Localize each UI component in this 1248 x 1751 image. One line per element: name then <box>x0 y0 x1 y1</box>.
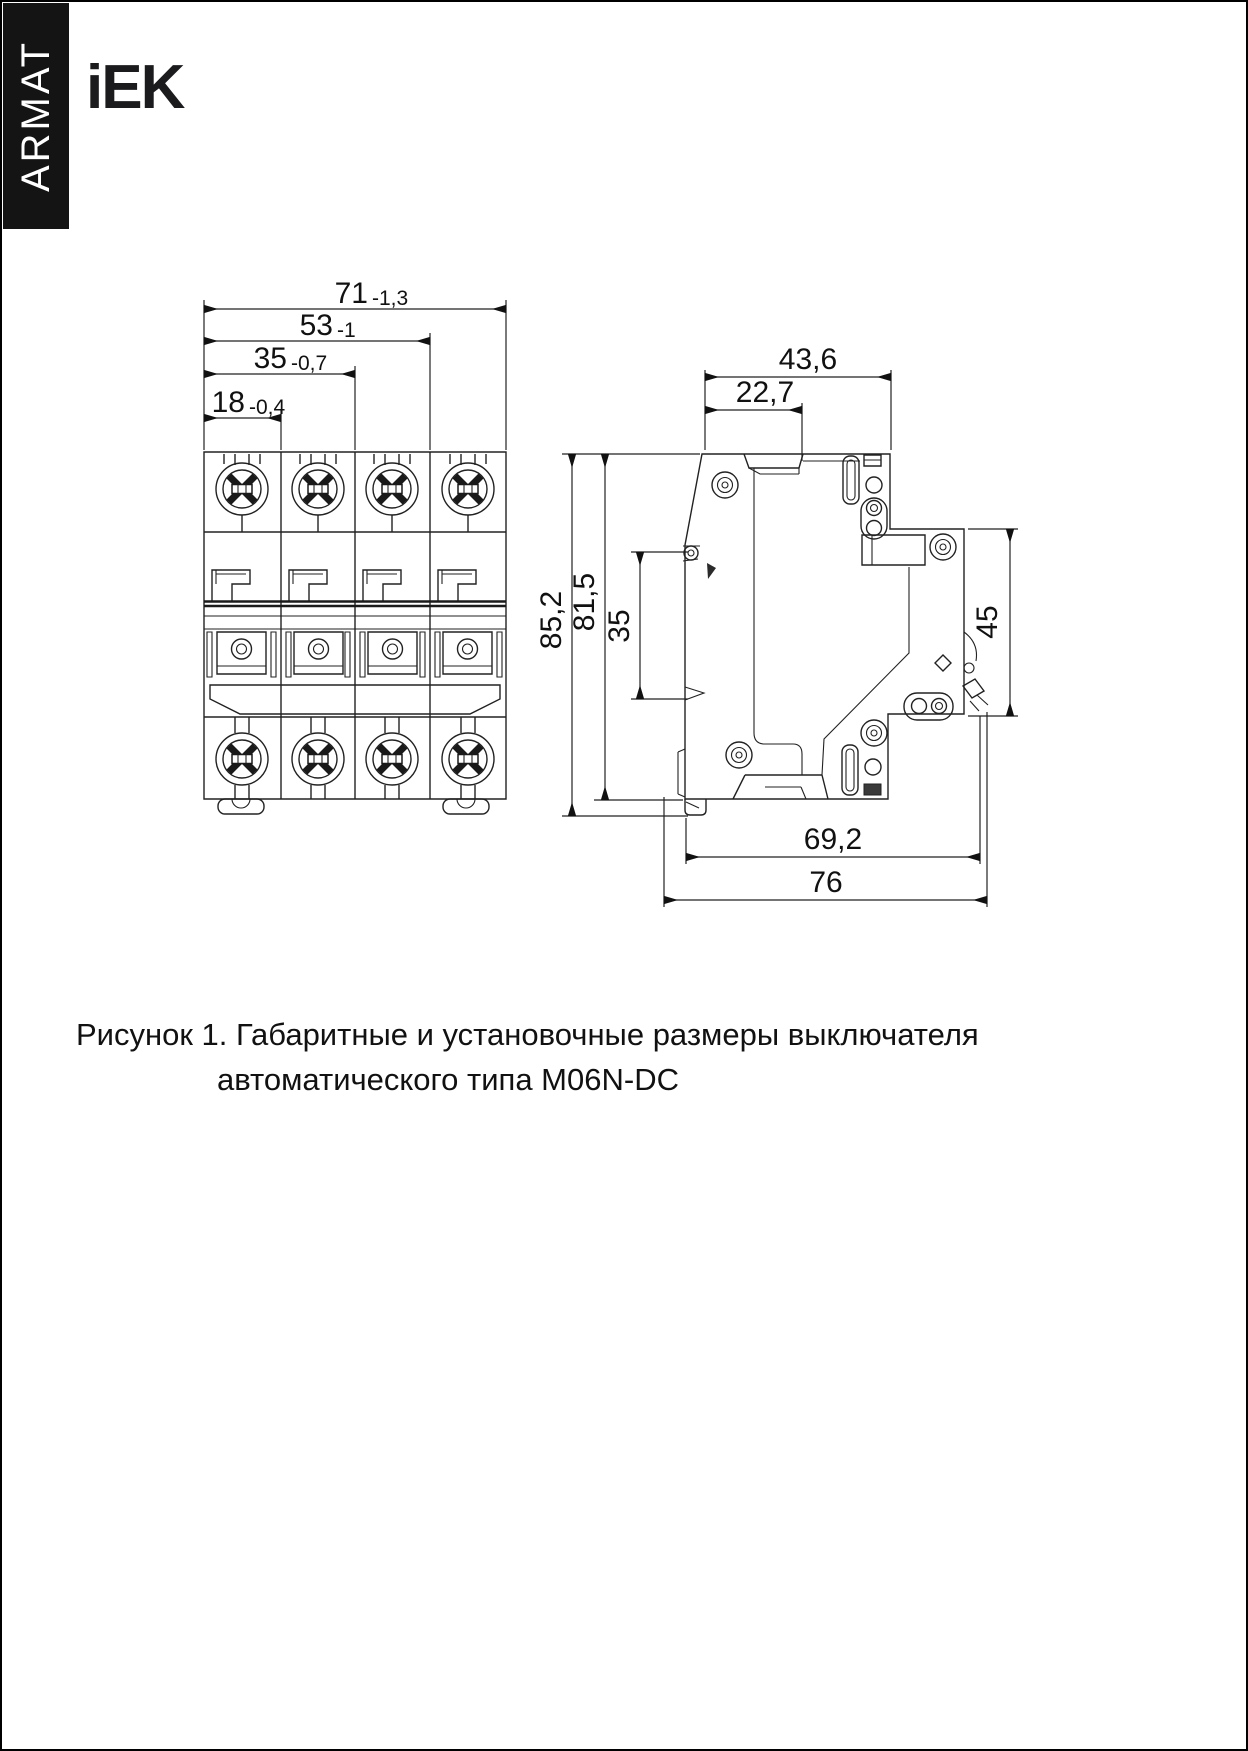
dim-81-5: 81,5 <box>568 572 601 632</box>
rivet-bottom-right <box>861 720 887 746</box>
latch-tab-2 <box>289 570 327 601</box>
front-face-wedge <box>707 563 716 579</box>
bottom-screw-2 <box>292 717 344 799</box>
front-foot-left <box>218 799 264 814</box>
front-view <box>204 452 506 814</box>
top-screw-3 <box>366 454 418 532</box>
din-clip-latch <box>963 632 988 711</box>
dimension-drawing <box>2 2 1246 1002</box>
top-screw-2 <box>292 454 344 532</box>
latch-tab-4 <box>438 570 476 601</box>
dim-45: 45 <box>971 605 1004 639</box>
rivet-bottom-left <box>726 742 752 768</box>
top-screw-4 <box>442 454 494 532</box>
dim-53-value: 53 <box>299 309 333 342</box>
dim-76: 76 <box>809 866 843 899</box>
latch-tab-1 <box>212 570 250 601</box>
rivet-right <box>930 534 956 560</box>
dim-18-value: 18 <box>211 386 245 419</box>
side-view <box>678 454 988 815</box>
dim-71-value: 71 <box>334 277 368 310</box>
dim-85-2: 85,2 <box>535 590 568 650</box>
hole-top-right <box>866 477 882 493</box>
front-foot-right <box>443 799 489 814</box>
iek-logo: iEK <box>86 53 184 122</box>
armat-label: ARMAT <box>13 39 58 193</box>
bottom-screw-4 <box>442 717 494 799</box>
dim-35-rail: 35 <box>603 609 636 643</box>
dim-69-2: 69,2 <box>803 823 863 856</box>
caption-line-1: Рисунок 1. Габаритные и установочные размеры выключателя <box>76 1017 979 1052</box>
dim-53-tolerance: -1 <box>337 319 356 342</box>
dim-35-tolerance: -0,7 <box>291 352 328 375</box>
dim-18-tolerance: -0,4 <box>249 396 286 419</box>
figure-caption <box>76 1012 979 1102</box>
window-1 <box>217 632 266 674</box>
side-view-dimensions <box>535 343 1018 907</box>
top-screw-1 <box>216 454 268 532</box>
window-3 <box>368 632 417 674</box>
latch-tab-3 <box>363 570 401 601</box>
window-2 <box>294 632 343 674</box>
bottom-screw-3 <box>366 717 418 799</box>
caption-line-2: автоматического типа M06N-DC <box>217 1062 679 1097</box>
bottom-screw-1 <box>216 717 268 799</box>
dim-43-6: 43,6 <box>778 343 838 376</box>
front-view-dimensions <box>204 277 506 450</box>
front-face-screw <box>684 546 698 560</box>
dim-22-7: 22,7 <box>735 376 795 409</box>
rivet-top-left <box>712 472 738 498</box>
side-foot <box>685 799 706 815</box>
diamond-hole <box>935 655 951 671</box>
dim-35-value: 35 <box>253 342 287 375</box>
dim-71-tolerance: -1,3 <box>372 287 409 310</box>
window-4 <box>443 632 492 674</box>
